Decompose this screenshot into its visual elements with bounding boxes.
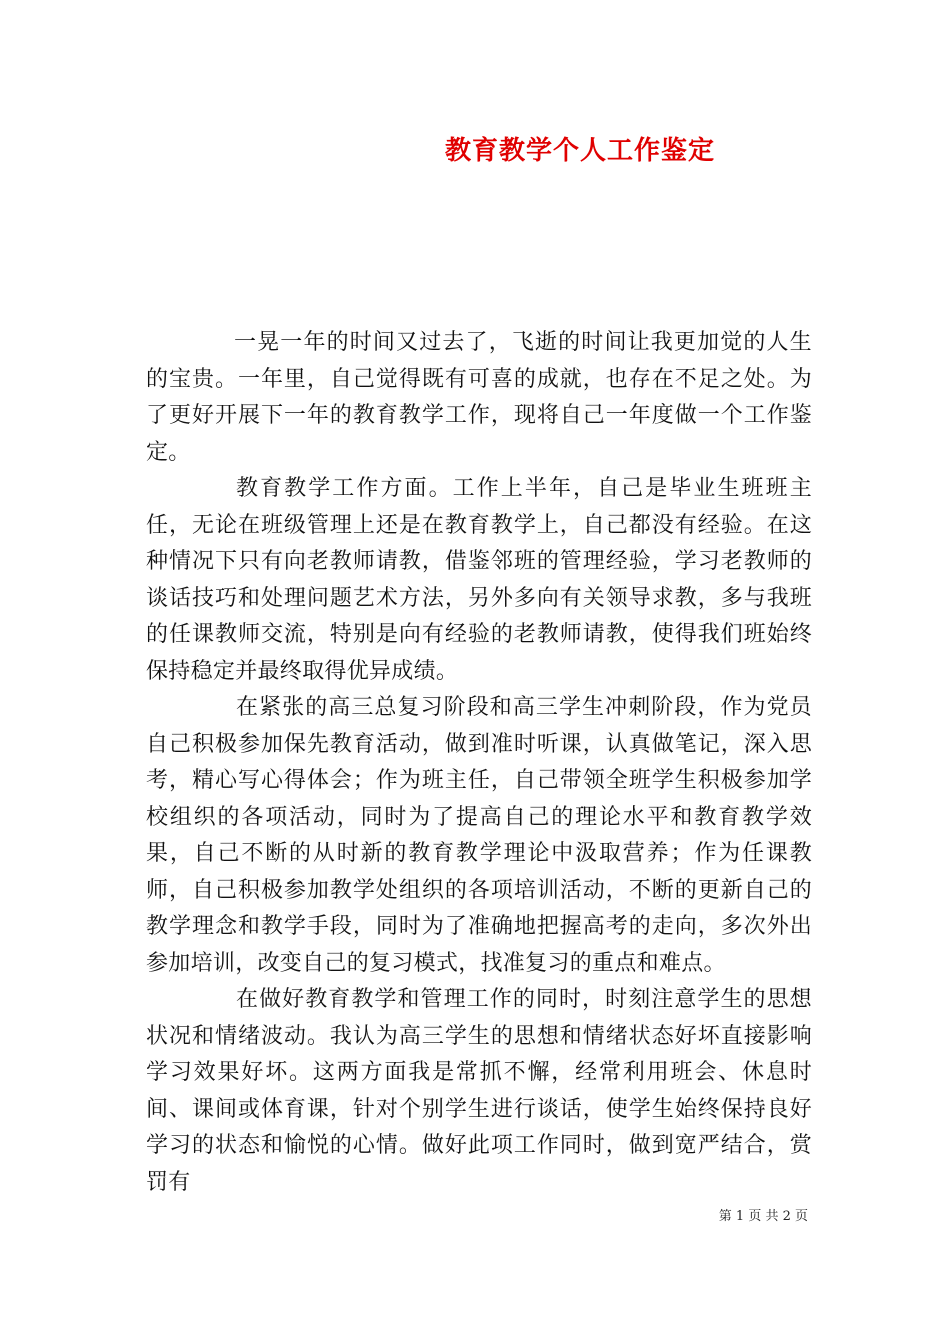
document-title: 教育教学个人工作鉴定 [444,136,715,166]
page-number: 第 1 页 共 2 页 [718,1209,808,1224]
paragraph-review-stage: 在紧张的高三总复习阶段和高三学生冲刺阶段，作为党员自己积极参加保先教育活动，做到准时听课，认真做笔记，深入思考，精心写心得体会；作为班主任，自己带领全班学生积极参加学校组织的各项活动，同时为了提高自己的理论水平和教育教学效果，自己不断的从时新的教育教学理论中汲取营养；作为任课教师，自己积极参加教学处组织的各项培训活动，不断的更新自己的教学理念和教学手段，同时为了准确地把握高考的走向，多次外出参加培训，改变自己的复习模式，找准复习的重点和难点。 [146,695,812,976]
paragraph-intro: 一晃一年的时间又过去了，飞逝的时间让我更加觉的人生的宝贵。一年里，自己觉得既有可喜的成就，也存在不足之处。为了更好开展下一年的教育教学工作，现将自己一年度做一个工作鉴定。 [146,330,812,465]
paragraph-teaching-work: 教育教学工作方面。工作上半年，自己是毕业生班班主任，无论在班级管理上还是在教育教学上，自己都没有经验。在这种情况下只有向老教师请教，借鉴邻班的管理经验，学习老教师的谈话技巧和处理问题艺术方法，另外多向有关领导求教，多与我班的任课教师交流，特别是向有经验的老教师请教，使得我们班始终保持稳定并最终取得优异成绩。 [146,476,812,684]
document-body [146,325,812,1201]
paragraph-student-care: 在做好教育教学和管理工作的同时，时刻注意学生的思想状况和情绪波动。我认为高三学生的思想和情绪状态好坏直接影响学习效果好坏。这两方面我是常抓不懈，经常利用班会、休息时间、课间或体育课，针对个别学生进行谈话，使学生始终保持良好学习的状态和愉悦的心情。做好此项工作同时，做到宽严结合，赏罚有 [146,987,812,1195]
